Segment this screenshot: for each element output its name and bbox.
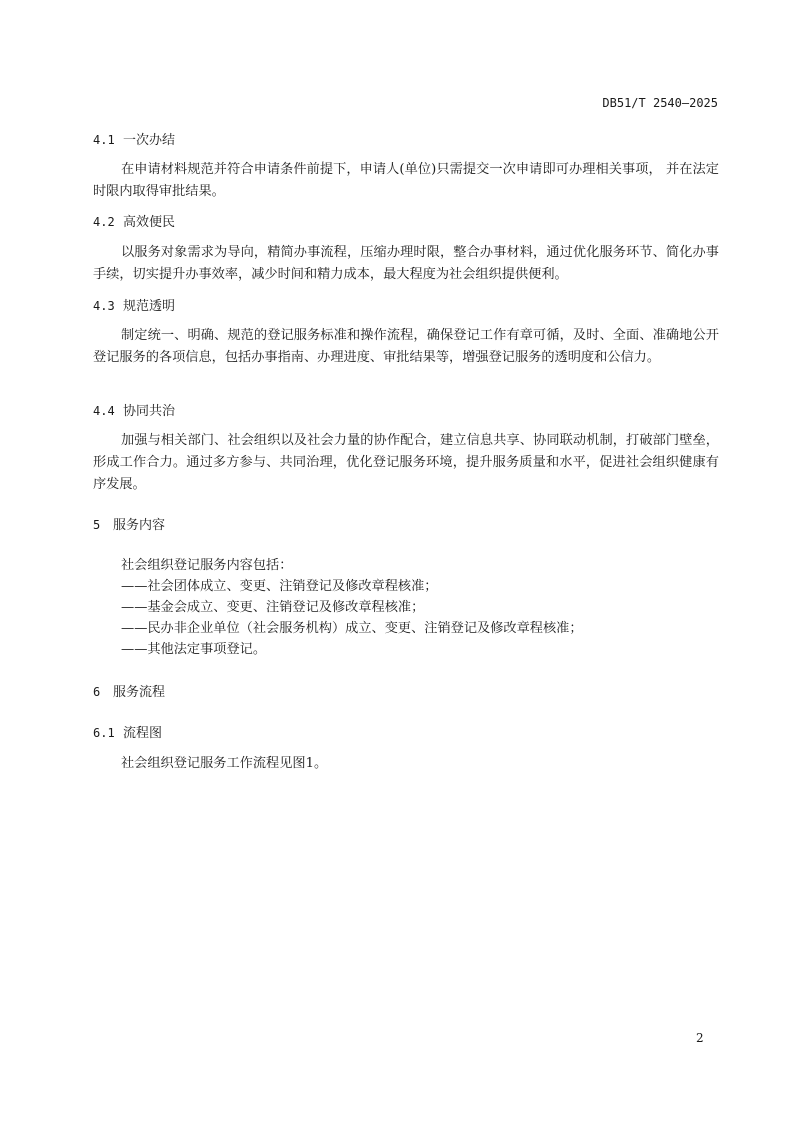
section-title: 协同共治 bbox=[123, 404, 176, 419]
section-heading-6-1 bbox=[93, 723, 719, 744]
service-content-item: ——基金会成立、变更、注销登记及修改章程核准； bbox=[121, 600, 425, 615]
service-content-item: ——其他法定事项登记。 bbox=[121, 642, 267, 657]
section-paragraph-4-2: 以服务对象需求为导向，精简办事流程，压缩办理时限，整合办事材料，通过优化服务环节、简化办事手续，切实提升办事效率，减少时间和精力成本，最大程度为社会组织提供便利。 bbox=[93, 245, 719, 282]
section-heading-4-3 bbox=[93, 296, 719, 317]
document-code: DB51/T 2540—2025 bbox=[602, 96, 718, 110]
section-number: 4.2 bbox=[93, 215, 115, 229]
service-content-item: ——社会团体成立、变更、注销登记及修改章程核准； bbox=[121, 579, 438, 594]
section-title: 高效便民 bbox=[123, 215, 176, 230]
section-paragraph-6-1: 社会组织登记服务工作流程见图1。 bbox=[121, 756, 328, 771]
section-number: 4.3 bbox=[93, 299, 115, 313]
service-content-item: ——民办非企业单位（社会服务机构）成立、变更、注销登记及修改章程核准； bbox=[121, 621, 583, 636]
chapter-title: 服务内容 bbox=[113, 518, 166, 533]
section-paragraph-4-3: 制定统一、明确、规范的登记服务标准和操作流程，确保登记工作有章可循，及时、全面、准确地公开登记服务的各项信息，包括办事指南、办理进度、审批结果等，增强登记服务的透明度和公信力。 bbox=[93, 328, 719, 365]
section-heading-4-2 bbox=[93, 212, 719, 233]
chapter-heading-5 bbox=[93, 515, 719, 536]
section-title: 规范透明 bbox=[123, 299, 176, 314]
chapter-number: 6 bbox=[93, 685, 101, 699]
service-content-intro: 社会组织登记服务内容包括： bbox=[121, 558, 293, 573]
section-paragraph-4-1: 在申请材料规范并符合申请条件前提下，申请人(单位)只需提交一次申请即可办理相关事项， 并在法定时限内取得审批结果。 bbox=[93, 162, 719, 199]
section-title: 一次办结 bbox=[123, 133, 176, 148]
section-paragraph-4-4: 加强与相关部门、社会组织以及社会力量的协作配合，建立信息共享、协同联动机制，打破部门壁垒，形成工作合力。通过多方参与、共同治理，优化登记服务环境，提升服务质量和水平，促进社会组织健康有序发展。 bbox=[93, 433, 719, 492]
chapter-number: 5 bbox=[93, 518, 101, 532]
section-heading-4-4 bbox=[93, 401, 719, 422]
section-title: 流程图 bbox=[123, 726, 163, 741]
page-number: 2 bbox=[696, 1031, 704, 1045]
chapter-heading-6 bbox=[93, 682, 719, 703]
section-number: 6.1 bbox=[93, 726, 115, 740]
section-number: 4.1 bbox=[93, 133, 115, 147]
chapter-title: 服务流程 bbox=[113, 685, 166, 700]
section-number: 4.4 bbox=[93, 404, 115, 418]
section-heading-4-1 bbox=[93, 130, 719, 151]
